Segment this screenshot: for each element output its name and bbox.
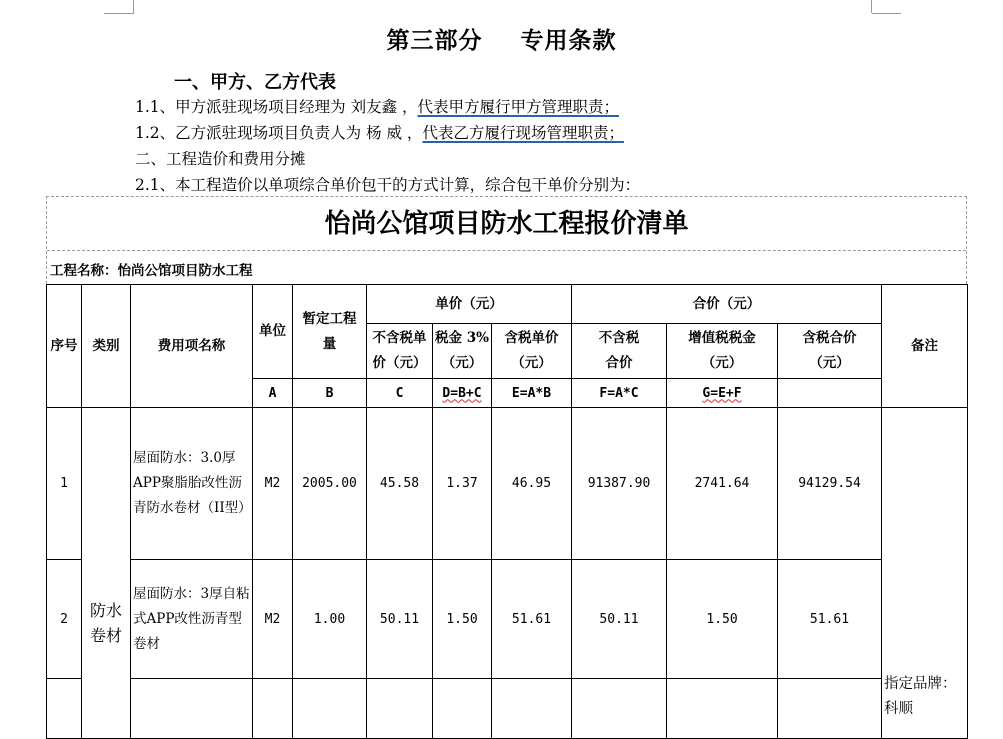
row-no: 2 [47,560,82,679]
row-price-incl-tax: 51.61 [492,560,572,679]
header-unit-price: 单价（元） [367,285,572,324]
header-price-excl-tax: 不含税单价（元） [367,324,433,379]
section-2-heading: 二、工程造价和费用分摊 [135,150,306,168]
row-total-excl-tax: 50.11 [572,560,667,679]
formula-a: A [253,379,293,408]
formula-g [667,379,778,408]
clause-1-2 [135,121,624,143]
header-unit: 单位 [253,285,293,379]
header-category: 类别 [82,285,131,408]
formula-d-text: D=B+C [442,385,482,401]
sheet-divider [47,250,966,251]
title-part: 第三部分 [386,27,483,54]
row-tax: 1.37 [433,408,492,560]
row-unit: M2 [253,560,293,679]
sheet-title: 怡尚公馆项目防水工程报价清单 [324,209,689,239]
header-no: 序号 [47,285,82,408]
clause-1-2-text: 1.2、乙方派驻现场项目负责人为 杨 威 ， [135,124,423,142]
formula-e: E=A*B [492,379,572,408]
crop-mark-top-right [872,13,901,14]
row-total-incl-tax: 51.61 [778,560,882,679]
crop-mark-top-left-vertical [133,0,134,13]
table-row [47,560,968,679]
table-row-partial [47,679,968,739]
row-item-name: 屋面防水：3.0厚APP聚脂胎改性沥青防水卷材（II型） [131,408,253,560]
crop-mark-top-left [104,13,134,14]
header-remark: 备注 [882,285,968,408]
header-item-name: 费用项名称 [131,285,253,408]
row-price-incl-tax: 46.95 [492,408,572,560]
header-tax-3pct: 税金 3%（元） [433,324,492,379]
row-item-name: 屋面防水：3厚自粘式APP改性沥青型卷材 [131,560,253,679]
formula-g-text: G=E+F [702,385,742,401]
formula-c: C [367,379,433,408]
crop-mark-top-right-vertical [871,0,872,13]
header-total-excl-tax: 不含税合价 [572,324,667,379]
row-no: 1 [47,408,82,560]
table-row [47,408,968,560]
row-tax: 1.50 [433,560,492,679]
row-quantity: 2005.00 [293,408,367,560]
clause-1-1 [135,95,619,117]
row-unit: M2 [253,408,293,560]
row-price-excl-tax: 50.11 [367,560,433,679]
clause-1-1-underlined: 代表甲方履行甲方管理职责； [417,98,620,116]
quotation-sheet-header [46,196,967,284]
header-quantity: 暂定工程量 [293,285,367,379]
row-vat: 2741.64 [667,408,778,560]
quotation-table [46,284,968,739]
row-total-incl-tax: 94129.54 [778,408,882,560]
clause-2-1: 2.1、本工程造价以单项综合单价包干的方式计算，综合包干单价分别为： [135,176,641,194]
formula-f: F=A*C [572,379,667,408]
header-total-incl-tax: 含税合价（元） [778,324,882,379]
category-cell: 防水卷材 [82,408,131,739]
remark-text: 指定品牌：科顺 [884,676,957,717]
row-quantity: 1.00 [293,560,367,679]
project-name: 工程名称：怡尚公馆项目防水工程 [50,263,253,279]
row-total-excl-tax: 91387.90 [572,408,667,560]
clause-1-2-underlined: 代表乙方履行现场管理职责； [422,124,624,142]
header-vat: 增值税税金（元） [667,324,778,379]
formula-d [433,379,492,408]
clause-1-1-text: 1.1、甲方派驻现场项目经理为 刘友鑫 ， [135,98,418,116]
row-vat: 1.50 [667,560,778,679]
header-total-price: 合价（元） [572,285,882,324]
title-main: 专用条款 [520,27,617,54]
row-price-excl-tax: 45.58 [367,408,433,560]
remark-cell [882,408,968,739]
section-1-heading: 一、甲方、乙方代表 [174,72,336,93]
page-title [0,22,1003,55]
formula-b: B [293,379,367,408]
header-price-incl-tax: 含税单价（元） [492,324,572,379]
